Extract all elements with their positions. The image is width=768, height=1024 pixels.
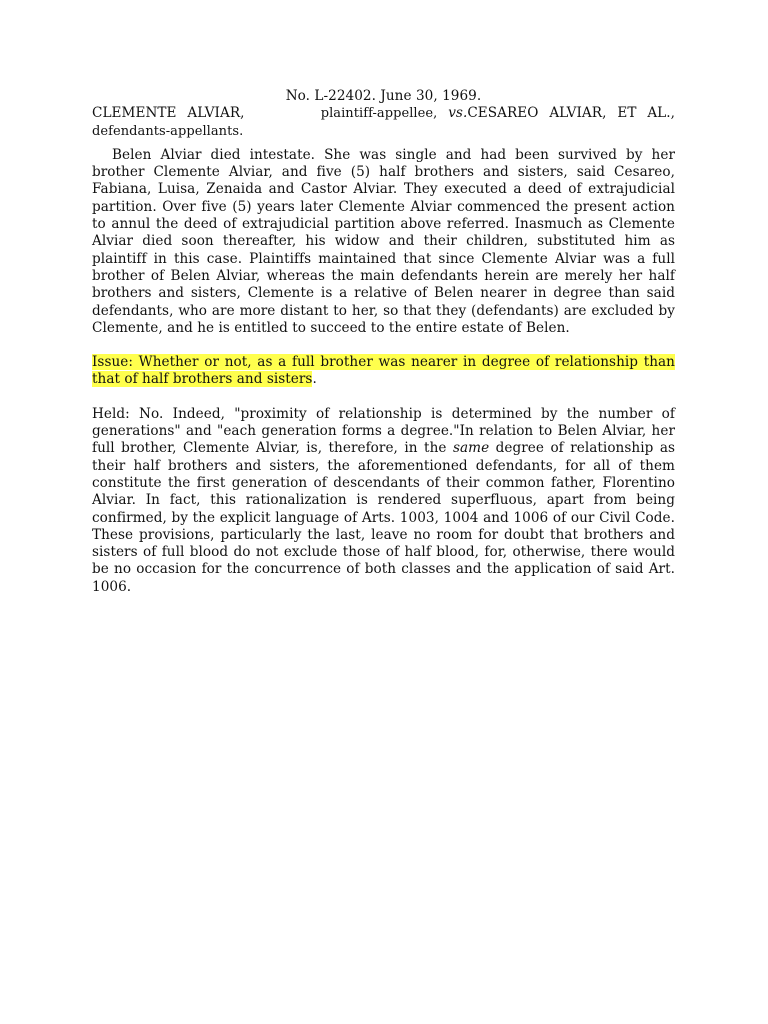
spacer bbox=[92, 337, 675, 354]
held-emphasis: same bbox=[452, 440, 490, 457]
issue-trailing: . bbox=[312, 371, 317, 388]
issue-paragraph bbox=[92, 354, 675, 389]
issue-highlight: Issue: Whether or not, as a full brother was nearer in degree of relationship than that of half brothers and sisters bbox=[92, 354, 675, 388]
held-text-after: degree of relationship as their half brothers and sisters, the aforementioned defendants, for all of them constitute the first generation of descendants of their common father, Florentino Alviar. In fact, this rationalization is rendered superfluous, apart from being confirmed, by the explicit language of Arts. 1003, 1004 and 1006 of our Civil Code. These provisions, particularly the last, leave no room for doubt that brothers and sisters of full blood do not exclude those of half blood, for, otherwise, there would be no occasion for the concurrence of both classes and the application of said Art. 1006. bbox=[92, 440, 675, 595]
case-caption bbox=[92, 105, 675, 140]
versus-label: vs. bbox=[448, 105, 468, 122]
spacer bbox=[92, 140, 675, 147]
plaintiff-role: plaintiff-appellee, bbox=[320, 106, 438, 122]
spacer bbox=[92, 389, 675, 406]
plaintiff-name: CLEMENTE ALVIAR, bbox=[92, 105, 245, 122]
held-text-before: Held: No. Indeed, "proximity of relationship is determined by the number of generations" and "each generation forms a degree."In relation to Belen Alviar, her full brother, Clemente Alviar, is, therefore, in the bbox=[92, 405, 675, 457]
case-number: No. L-22402. June 30, 1969. bbox=[285, 88, 482, 104]
defendant-role: defendants-appellants. bbox=[92, 123, 244, 139]
held-paragraph bbox=[92, 406, 675, 596]
defendant-name: CESAREO ALVIAR, ET AL., bbox=[467, 105, 676, 122]
document-page bbox=[92, 88, 675, 596]
facts-paragraph: Belen Alviar died intestate. She was single and had been survived by her brother Clemente Alviar, and five (5) half brothers and sisters, said Cesareo, Fabiana, Luisa, Zenaida and Castor Alviar. They executed a deed of extrajudicial partition. Over five (5) years later Clemente Alviar commenced the present action to annul the deed of extrajudicial partition above referred. Inasmuch as Clemente Alviar died soon thereafter, his widow and their children, substituted him as plaintiff in this case. Plaintiffs maintained that since Clemente Alviar was a full brother of Belen Alviar, whereas the main defendants herein are merely her half brothers and sisters, Clemente is a relative of Belen nearer in degree than said defendants, who are more distant to her, so that they (defendants) are excluded by Clemente, and he is entitled to succeed to the entire estate of Belen. bbox=[92, 146, 675, 336]
